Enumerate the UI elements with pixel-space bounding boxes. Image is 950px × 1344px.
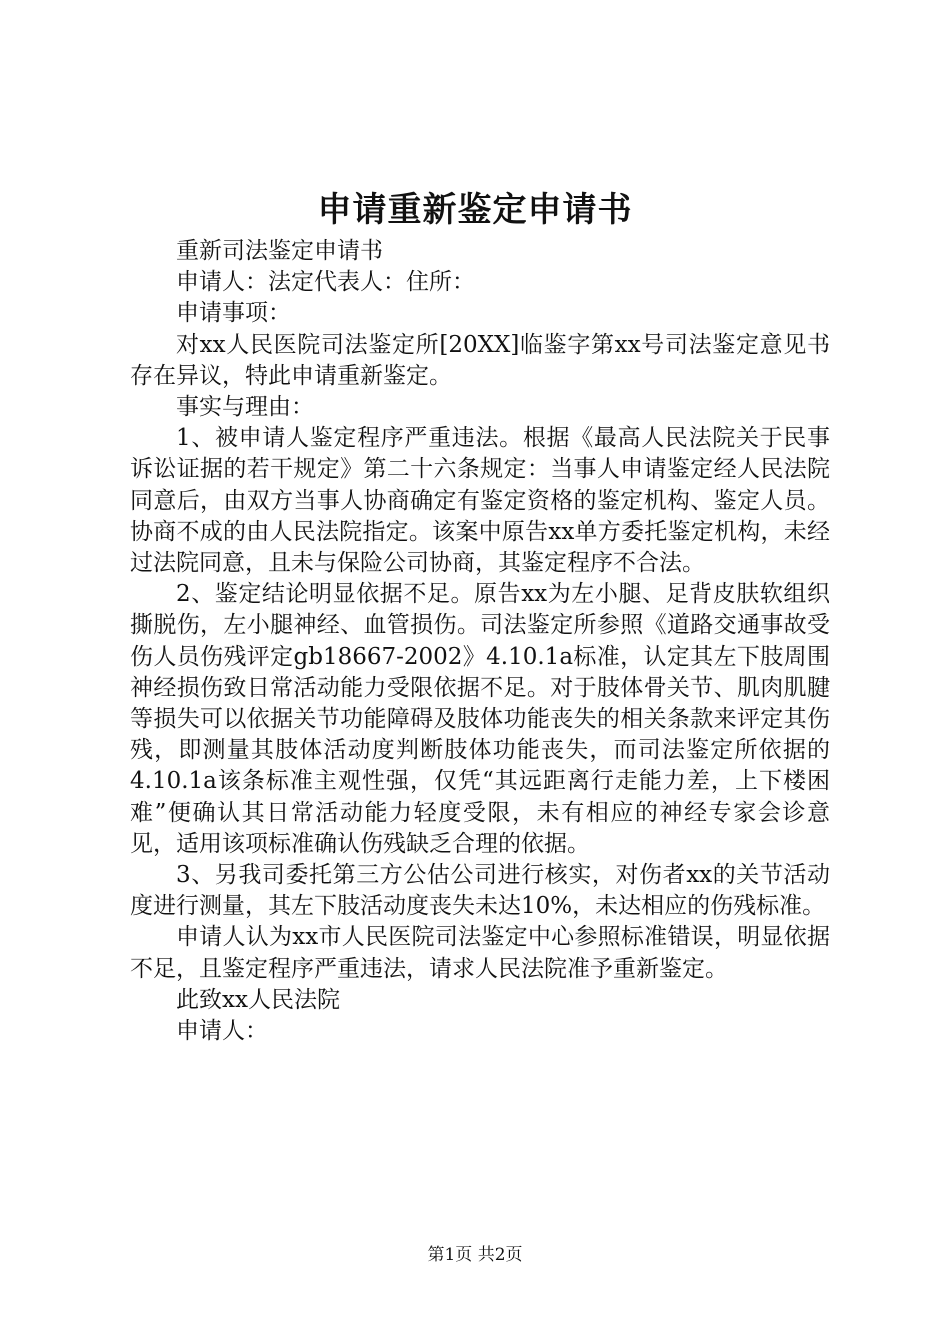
document-title: 申请重新鉴定申请书 [317,190,633,230]
paragraph-conclusion: 申请人认为xx市人民医院司法鉴定中心参照标准错误，明显依据不足，且鉴定程序严重违法，请求人民法院准予重新鉴定。 [130,924,830,982]
paragraph-reason-3: 3、另我司委托第三方公估公司进行核实，对伤者xx的关节活动度进行测量，其左下肢活动度丧失未达10%，未达相应的伤残标准。 [130,862,830,920]
paragraph-applicant-info: 申请人：法定代表人：住所： [176,269,475,296]
paragraph-reason-2: 2、鉴定结论明显依据不足。原告xx为左小腿、足背皮肤软组织撕脱伤，左小腿神经、血管损伤。司法鉴定所参照《道路交通事故受伤人员伤残评定gb18667-2002》4.10.1a标准，认定其左下肢周围神经损伤致日常活动能力受限依据不足。对于肢体骨关节、肌肉肌腱等损失可以依据关节功能障碍及肢体功能丧失的相关条款来评定其伤残，即测量其肢体活动度判断肢体功能丧失，而司法鉴定所依据的4.10.1a该条标准主观性强，仅凭“其远距离行走能力差，上下楼困难”便确认其日常活动能力轻度受限，未有相应的神经专家会诊意见，适用该项标准确认伤残缺乏合理的依据。 [130,581,830,857]
paragraph-subtitle: 重新司法鉴定申请书 [176,238,383,264]
paragraph-request: 对xx人民医院司法鉴定所[20XX]临鉴字第xx号司法鉴定意见书存在异议，特此申请重新鉴定。 [130,331,830,389]
paragraph-reason-1: 1、被申请人鉴定程序严重违法。根据《最高人民法院关于民事诉讼证据的若干规定》第二十六条规定：当事人申请鉴定经人民法院同意后，由双方当事人协商确定有鉴定资格的鉴定机构、鉴定人员。协商不成的由人民法院指定。该案中原告xx单方委托鉴定机构，未经过法院同意，且未与保险公司协商，其鉴定程序不合法。 [130,425,830,577]
paragraph-request-heading: 申请事项： [176,300,291,327]
document-body [130,236,830,1047]
paragraph-facts-heading: 事实与理由： [176,394,314,421]
paragraph-signature: 申请人： [176,1018,268,1045]
paragraph-addressee: 此致xx人民法院 [176,986,340,1013]
page-number: 第1页 共2页 [427,1245,523,1265]
